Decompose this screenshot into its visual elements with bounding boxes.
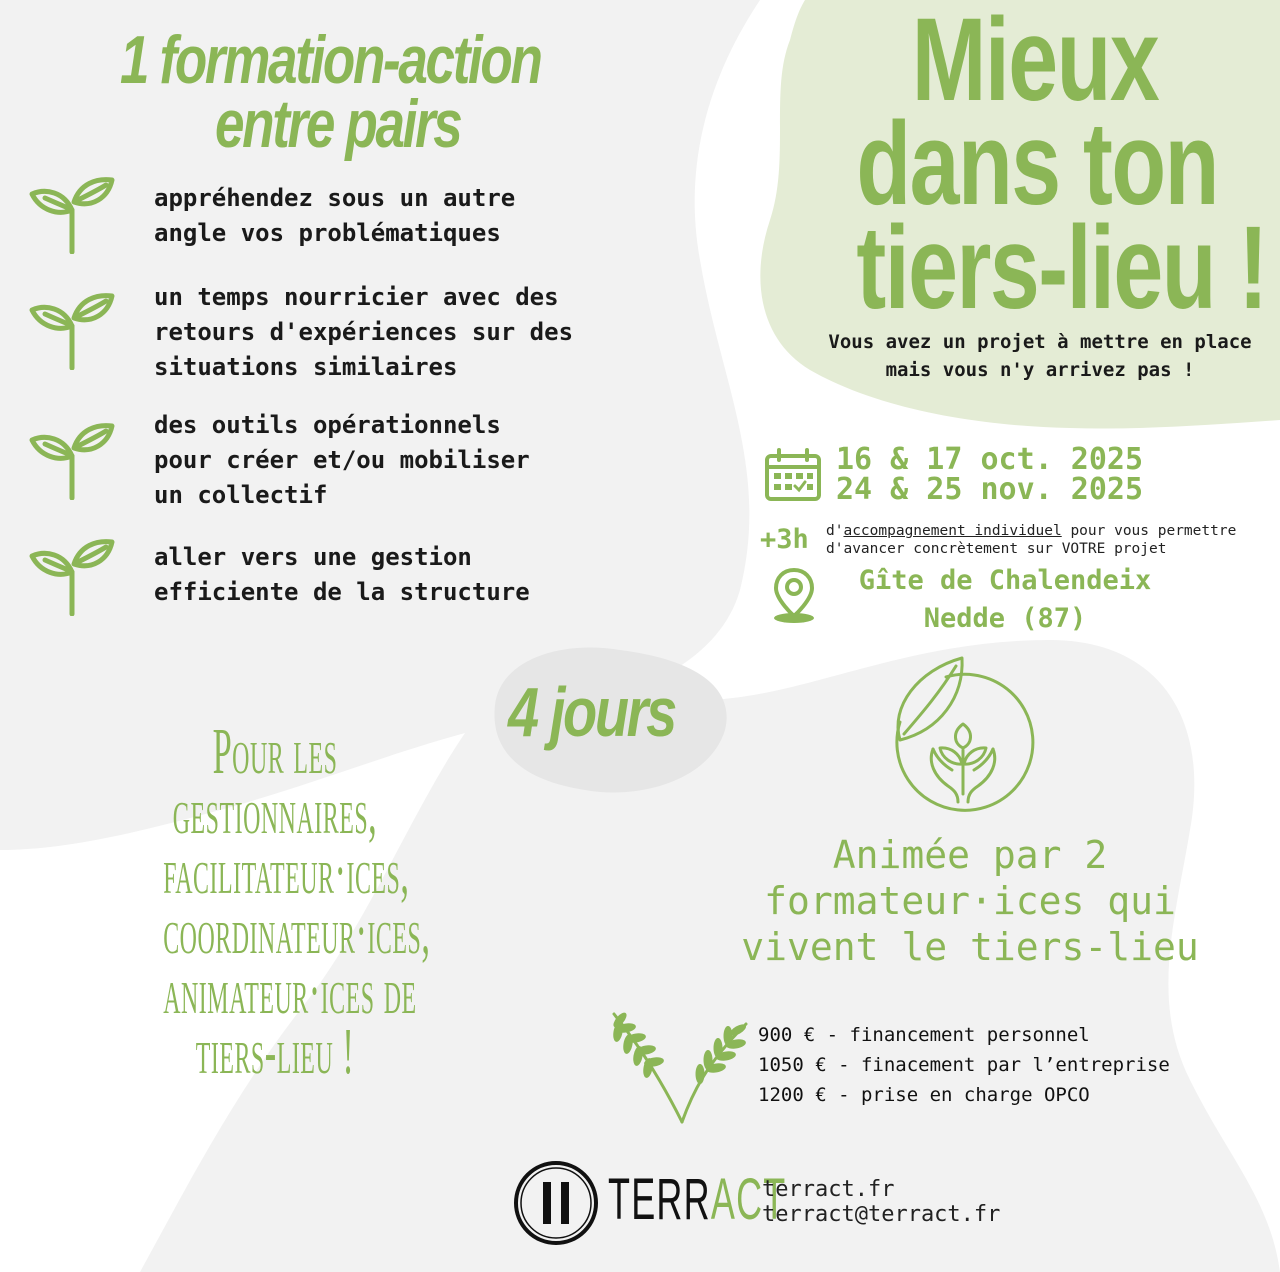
terract-logo-icon — [510, 1158, 602, 1248]
header-line-1: 1 formation-action — [120, 22, 541, 98]
sprout-icon — [28, 288, 118, 370]
dates-line-1: 16 & 17 oct. 2025 — [836, 442, 1144, 477]
header-line-2: entre pairs — [215, 86, 461, 162]
logo-word-left: TERR — [608, 1167, 711, 1232]
benefit-4: aller vers une gestion efficiente de la structure — [154, 543, 530, 606]
logo-word-right: ACT — [710, 1167, 787, 1232]
hands-plant-icon — [888, 652, 1038, 822]
main-title-line-1: Mieux — [911, 0, 1159, 126]
header-title — [120, 22, 680, 162]
benefit-3: des outils opérationnels pour créer et/ou mobiliser un collectif — [154, 411, 530, 509]
location-line-1: Gîte de Chalendeix — [858, 565, 1152, 596]
email-link[interactable]: terract@terract.fr — [762, 1202, 1001, 1227]
accompaniment-prefix: d' — [826, 523, 844, 539]
calendar-icon — [764, 448, 822, 502]
audience — [60, 715, 490, 1088]
price-list — [758, 1020, 1170, 1110]
audience-line-5: animateur·ices de — [163, 955, 417, 1028]
dates — [836, 442, 1144, 507]
subtitle: Vous avez un projet à mettre en place mais vous n'y arrivez pas ! — [828, 331, 1252, 381]
main-title-line-3: tiers-lieu ! — [856, 202, 1267, 334]
dates-line-2: 24 & 25 nov. 2025 — [836, 472, 1144, 507]
benefit-2: un temps nourricier avec des retours d'expériences sur des situations similaires — [154, 283, 574, 381]
audience-line-2: gestionnaires, — [172, 775, 378, 848]
sprout-icon — [28, 172, 118, 254]
main-title-line-2: dans ton — [856, 98, 1218, 230]
price-item: 1200 € - prise en charge OPCO — [758, 1084, 1090, 1106]
location — [800, 562, 1210, 638]
accompaniment-suffix: pour vous permettre d'avancer concrètement sur VOTRE projet — [826, 523, 1237, 557]
audience-line-1: Pour les — [212, 715, 338, 788]
audience-line-3: facilitateur·ices, — [163, 835, 410, 908]
main-title — [800, 0, 1270, 334]
website-link[interactable]: terract.fr — [762, 1177, 895, 1202]
price-item: 900 € - financement personnel — [758, 1024, 1090, 1046]
benefit-1: appréhendez sous un autre angle vos problématiques — [154, 184, 516, 247]
accompaniment-underlined: accompagnement individuel — [843, 523, 1062, 539]
accompaniment-text — [826, 522, 1276, 558]
duration-label: 4 jours — [508, 673, 675, 751]
terract-logo-wordmark — [608, 1167, 787, 1232]
sprout-icon — [28, 418, 118, 500]
location-line-2: Nedde (87) — [923, 603, 1087, 634]
price-item: 1050 € - finacement par l’entreprise — [758, 1054, 1170, 1076]
sprout-icon — [28, 534, 118, 616]
audience-line-4: coordinateur·ices, — [163, 895, 431, 968]
contact-info — [762, 1177, 1000, 1227]
accompaniment-hours: +3h — [760, 524, 809, 555]
audience-line-6: tiers-lieu ! — [195, 1015, 355, 1088]
trainers-text: Animée par 2 formateur·ices qui vivent le tiers-lieu — [741, 833, 1199, 969]
wheat-icon — [606, 1004, 756, 1126]
